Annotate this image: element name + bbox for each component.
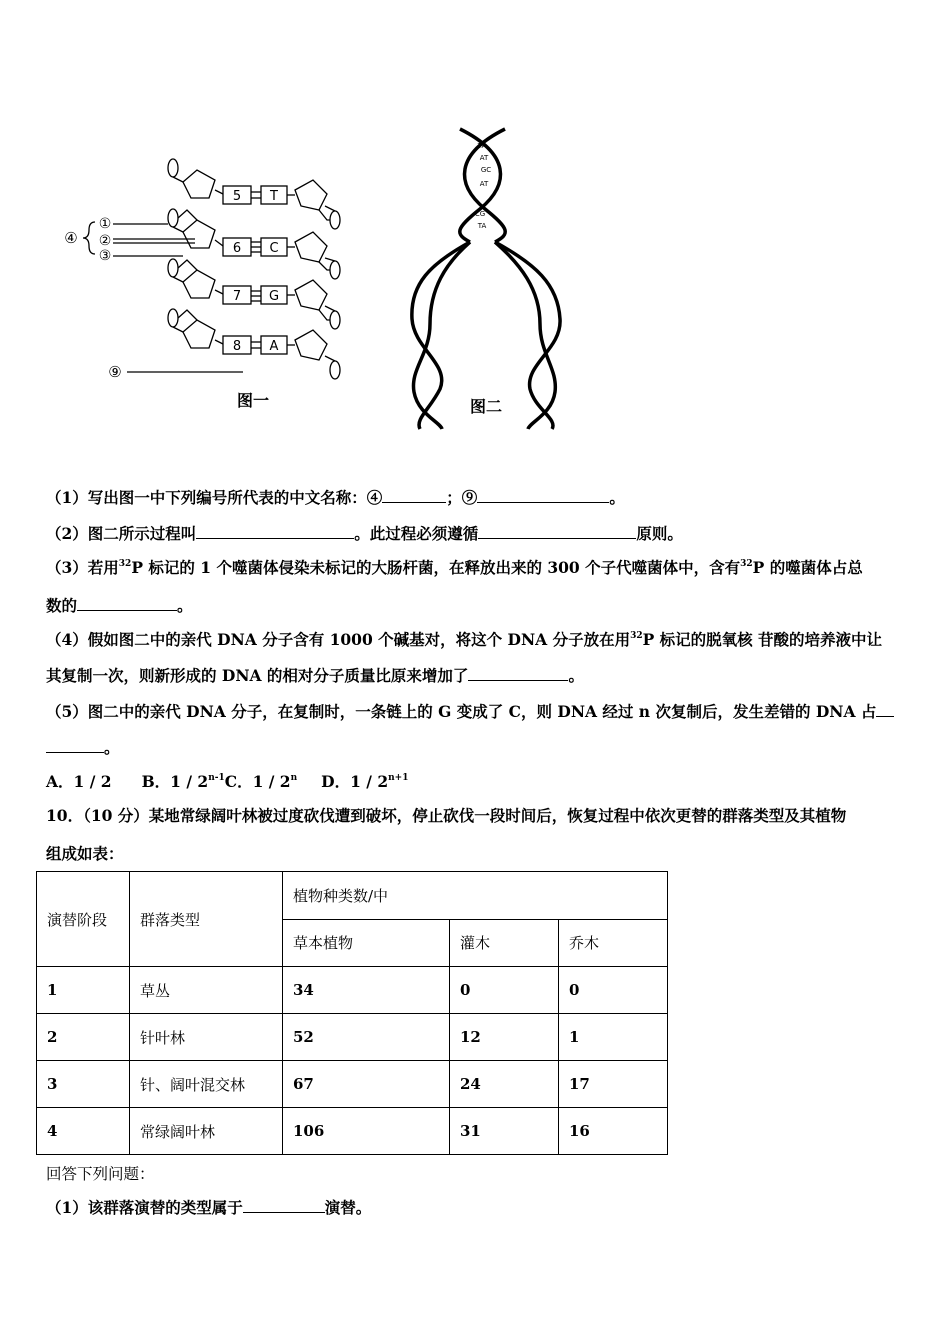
question-4-line-1 [46, 628, 882, 650]
cell-tree: 16 [559, 1108, 668, 1155]
q3-sup-2: 32 [740, 559, 753, 569]
answer-prompt [46, 1162, 155, 1184]
q4-part-a: （4）假如图二中的亲代 DNA 分子含有 1000 个碱基对，将这个 DNA 分子放在用 [46, 630, 631, 649]
base-number-8: 8 [232, 339, 242, 354]
option-b[interactable]: B．1 / 2$^{n-1}$ [141, 772, 225, 791]
header-type: 群落类型 [130, 872, 283, 967]
question-2-end: 原则。 [636, 524, 683, 543]
header-shrub: 灌木 [450, 919, 559, 967]
option-c[interactable]: C．1 / 2$^n$ [224, 772, 298, 791]
prompt-text: 回答下列问题： [46, 1165, 155, 1183]
q5-text: （5）图二中的亲代 DNA 分子，在复制时，一条链上的 G 变成了 C，则 DNA 经过 n 次复制后，发生差错的 DNA 占 [46, 702, 877, 721]
base-number-7: 7 [232, 289, 242, 304]
cell-tree: 17 [559, 1061, 668, 1108]
answer-blank-9[interactable] [477, 488, 609, 503]
figure-one-caption: 图一 [236, 391, 270, 410]
q3-line-2: 数的 [46, 596, 78, 615]
q3-end: 。 [177, 596, 193, 615]
base-number-6: 6 [232, 241, 242, 256]
q3-sup-1: 32 [118, 559, 132, 569]
q4-end: 。 [568, 666, 584, 685]
answer-blank-q5-b[interactable] [46, 738, 104, 753]
figure-two-caption: 图二 [469, 397, 503, 416]
question-5-options [46, 770, 408, 792]
answer-blank-q5-a[interactable] [876, 702, 894, 717]
final-q1-end: 演替。 [324, 1198, 372, 1217]
answer-blank-4[interactable] [382, 488, 446, 503]
pair-label-at-2: AT [479, 180, 489, 188]
question-1-text: （1）写出图一中下列编号所代表的中文名称：④ [46, 488, 383, 507]
cell-shrub: 24 [450, 1061, 559, 1108]
cell-tree: 0 [559, 967, 668, 1014]
q10-line-2: 组成如表： [46, 844, 124, 863]
cell-herb: 67 [283, 1061, 450, 1108]
cell-shrub: 0 [450, 967, 559, 1014]
answer-blank-q3[interactable] [77, 596, 177, 611]
figure-one-dna-structure [55, 150, 355, 420]
callout-4: ④ [64, 229, 78, 247]
question-2-mid: 。此过程必须遵循 [354, 524, 479, 543]
answer-blank-q4[interactable] [468, 666, 568, 681]
cell-tree: 1 [559, 1014, 668, 1061]
answer-blank-process[interactable] [196, 524, 354, 539]
question-10-line-1 [46, 804, 846, 826]
q3-part-a: （3）若用 [46, 558, 119, 577]
question-5-line-1 [46, 700, 894, 722]
cell-herb: 52 [283, 1014, 450, 1061]
callout-2: ② [98, 233, 112, 249]
cell-shrub: 12 [450, 1014, 559, 1061]
base-a: A [269, 339, 279, 354]
q4-sup: 32 [630, 631, 643, 641]
q4-part-b: P 标记的脱氧核 苷酸的培养液中让 [642, 630, 883, 649]
callout-9: ⑨ [108, 363, 122, 381]
table-row [37, 967, 668, 1014]
pair-label-gc: GC [480, 166, 492, 174]
option-a[interactable]: A．1 / 2 [46, 772, 112, 791]
question-1 [46, 486, 625, 508]
table-row [37, 1061, 668, 1108]
q3-part-b: P 标记的 1 个噬菌体侵染未标记的大肠杆菌，在释放出来的 300 个子代噬菌体中，含有 [131, 558, 741, 577]
header-species: 植物种类数/中 [283, 872, 668, 920]
pair-label-ta-2: TA [477, 222, 487, 230]
cell-herb: 34 [283, 967, 450, 1014]
base-g: G [268, 289, 280, 304]
question-1-mid: ；⑨ [446, 488, 478, 507]
final-question-1 [46, 1196, 371, 1218]
q5-end: 。 [104, 738, 120, 757]
answer-blank-succession-type[interactable] [243, 1198, 325, 1213]
question-1-end: 。 [609, 488, 625, 507]
cell-shrub: 31 [450, 1108, 559, 1155]
question-2 [46, 522, 683, 544]
question-3-line-2 [46, 594, 193, 616]
cell-stage: 4 [37, 1108, 130, 1155]
cell-stage: 3 [37, 1061, 130, 1108]
callout-1: ① [98, 216, 112, 232]
answer-blank-principle[interactable] [478, 524, 636, 539]
cell-type: 常绿阔叶林 [130, 1108, 283, 1155]
base-t: T [270, 189, 278, 204]
cell-stage: 1 [37, 967, 130, 1014]
pair-label-at: AT [479, 154, 489, 162]
question-5-line-2 [46, 736, 120, 758]
cell-type: 草丛 [130, 967, 283, 1014]
header-tree: 乔木 [559, 919, 668, 967]
base-number-5: 5 [232, 189, 242, 204]
cell-stage: 2 [37, 1014, 130, 1061]
question-3-line-1 [46, 556, 863, 578]
q10-line-1: 10．（10 分）某地常绿阔叶林被过度砍伐遭到破坏，停止砍伐一段时间后，恢复过程中依次更替的群落类型及其植物 [46, 806, 847, 825]
callout-3: ③ [98, 248, 112, 264]
header-herb: 草本植物 [283, 919, 450, 967]
table-row [37, 1014, 668, 1061]
option-d[interactable]: D．$1 / 2^{n+1}$ [321, 772, 409, 791]
figure-two-dna-replication [400, 124, 580, 434]
question-4-line-2 [46, 664, 584, 686]
cell-type: 针、阔叶混交林 [130, 1061, 283, 1108]
question-2-text: （2）图二所示过程叫 [46, 524, 197, 543]
question-10-line-2 [46, 842, 124, 864]
pair-label-ta: TA [477, 142, 487, 150]
pair-label-cg: CG [474, 210, 486, 218]
cell-type: 针叶林 [130, 1014, 283, 1061]
final-q1-text: （1）该群落演替的类型属于 [46, 1198, 243, 1217]
header-stage: 演替阶段 [37, 872, 130, 967]
q4-line-2: 其复制一次，则新形成的 DNA 的相对分子质量比原来增加了 [46, 666, 469, 685]
base-c: C [269, 241, 279, 256]
succession-table [36, 871, 668, 1155]
cell-herb: 106 [283, 1108, 450, 1155]
q3-part-c: P 的噬菌体占总 [752, 558, 863, 577]
table-row [37, 1108, 668, 1155]
